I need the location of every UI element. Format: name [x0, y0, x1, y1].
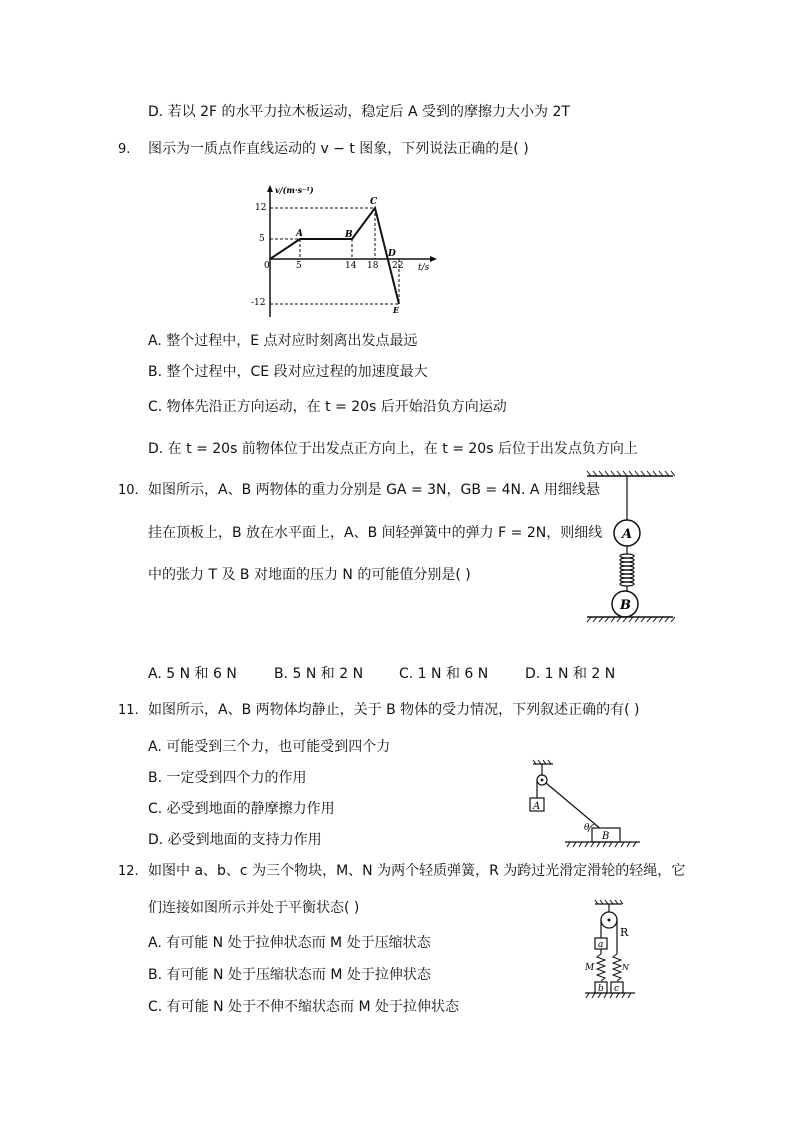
q12-stem-line2: 们连接如图所示并处于平衡状态( ) — [148, 900, 360, 916]
q9-option-d: D. 在 t = 20s 前物体位于出发点正方向上，在 t = 20s 后位于出发点负方向上 — [148, 441, 638, 457]
q11-option-d: D. 必受到地面的支持力作用 — [148, 832, 322, 848]
q11-number: 11. — [118, 703, 139, 718]
q10-number: 10. — [118, 483, 139, 498]
q10-option-a: A. 5 N 和 6 N — [148, 666, 237, 682]
vt-graph-x-tick: 18 — [367, 261, 379, 271]
q12-spring-m-label: M — [585, 963, 595, 973]
q12-option-b: B. 有可能 N 处于压缩状态而 M 处于拉伸状态 — [148, 967, 431, 983]
q11-option-a: A. 可能受到三个力，也可能受到四个力 — [148, 739, 391, 755]
q12-block-a-label: a — [598, 940, 604, 950]
q12-number: 12. — [118, 864, 139, 879]
q10-option-d: D. 1 N 和 2 N — [525, 666, 616, 682]
q12-rope-r-label: R — [620, 926, 629, 939]
q10-ball-a-label: A — [622, 527, 633, 542]
q10-stem-line1: 如图所示，A、B 两物体的重力分别是 GA = 3N，GB = 4N. A 用细线悬 — [148, 482, 600, 498]
q9-option-b: B. 整个过程中，CE 段对应过程的加速度最大 — [148, 364, 428, 380]
q10-ball-b-label: B — [620, 598, 631, 613]
vt-graph-point-label: E — [393, 305, 400, 315]
vt-graph-x-axis-label: t/s — [418, 263, 430, 273]
q9-option-a: A. 整个过程中，E 点对应时刻离出发点最远 — [148, 333, 418, 349]
q10-option-c: C. 1 N 和 6 N — [399, 666, 489, 682]
q11-theta-label: θ — [584, 823, 590, 833]
q10-option-b: B. 5 N 和 2 N — [274, 666, 364, 682]
vt-graph-x-tick: 22 — [392, 261, 404, 271]
q12-spring-n-label: N — [622, 963, 629, 972]
q10-stem-line2: 挂在顶板上，B 放在水平面上，A、B 间轻弹簧中的弹力 F = 2N，则细线 — [148, 525, 603, 541]
vt-graph-y-tick: -12 — [251, 298, 266, 308]
vt-graph-y-tick: 12 — [255, 203, 267, 213]
vt-graph-x-tick: 14 — [345, 261, 357, 271]
vt-graph-point-label: B — [345, 230, 353, 240]
q11-option-c: C. 必受到地面的静摩擦力作用 — [148, 801, 335, 817]
q9-vt-graph — [245, 182, 445, 322]
vt-graph-x-tick: 5 — [296, 261, 302, 271]
q11-stem: 如图所示，A、B 两物体均静止，关于 B 物体的受力情况，下列叙述正确的有( ) — [148, 702, 640, 718]
q12-stem-line1: 如图中 a、b、c 为三个物块，M、N 为两个轻质弹簧，R 为跨过光滑定滑轮的轻绳，它 — [148, 863, 686, 879]
q9-stem: 图示为一质点作直线运动的 v − t 图象，下列说法正确的是( ) — [148, 141, 529, 157]
q12-block-c-label: c — [614, 984, 620, 994]
vt-graph-x-tick: 0 — [264, 261, 270, 271]
q12-option-a: A. 有可能 N 处于拉伸状态而 M 处于压缩状态 — [148, 935, 431, 951]
q10-stem-line3: 中的张力 T 及 B 对地面的压力 N 的可能值分别是( ) — [148, 567, 471, 583]
q12-spring-pulley-figure — [580, 898, 645, 1003]
vt-graph-y-axis-label: v/(m·s⁻¹) — [275, 185, 314, 195]
q12-option-c: C. 有可能 N 处于不伸不缩状态而 M 处于拉伸状态 — [148, 999, 460, 1015]
q8-option-d: D. 若以 2F 的水平力拉木板运动，稳定后 A 受到的摩擦力大小为 2T — [148, 104, 570, 120]
q11-block-b-label: B — [602, 831, 610, 842]
q10-spring-figure — [585, 470, 675, 630]
vt-graph-y-tick: 5 — [259, 234, 265, 244]
vt-graph-point-label: A — [296, 229, 303, 239]
vt-graph-point-label: C — [370, 197, 378, 207]
vt-graph-point-label: D — [388, 249, 396, 259]
q9-number: 9. — [118, 142, 131, 157]
q11-option-b: B. 一定受到四个力的作用 — [148, 770, 307, 786]
q11-pulley-figure — [520, 758, 645, 850]
q11-block-a-label: A — [533, 801, 541, 812]
q9-option-c: C. 物体先沿正方向运动，在 t = 20s 后开始沿负方向运动 — [148, 399, 507, 415]
q12-block-b-label: b — [598, 984, 604, 994]
